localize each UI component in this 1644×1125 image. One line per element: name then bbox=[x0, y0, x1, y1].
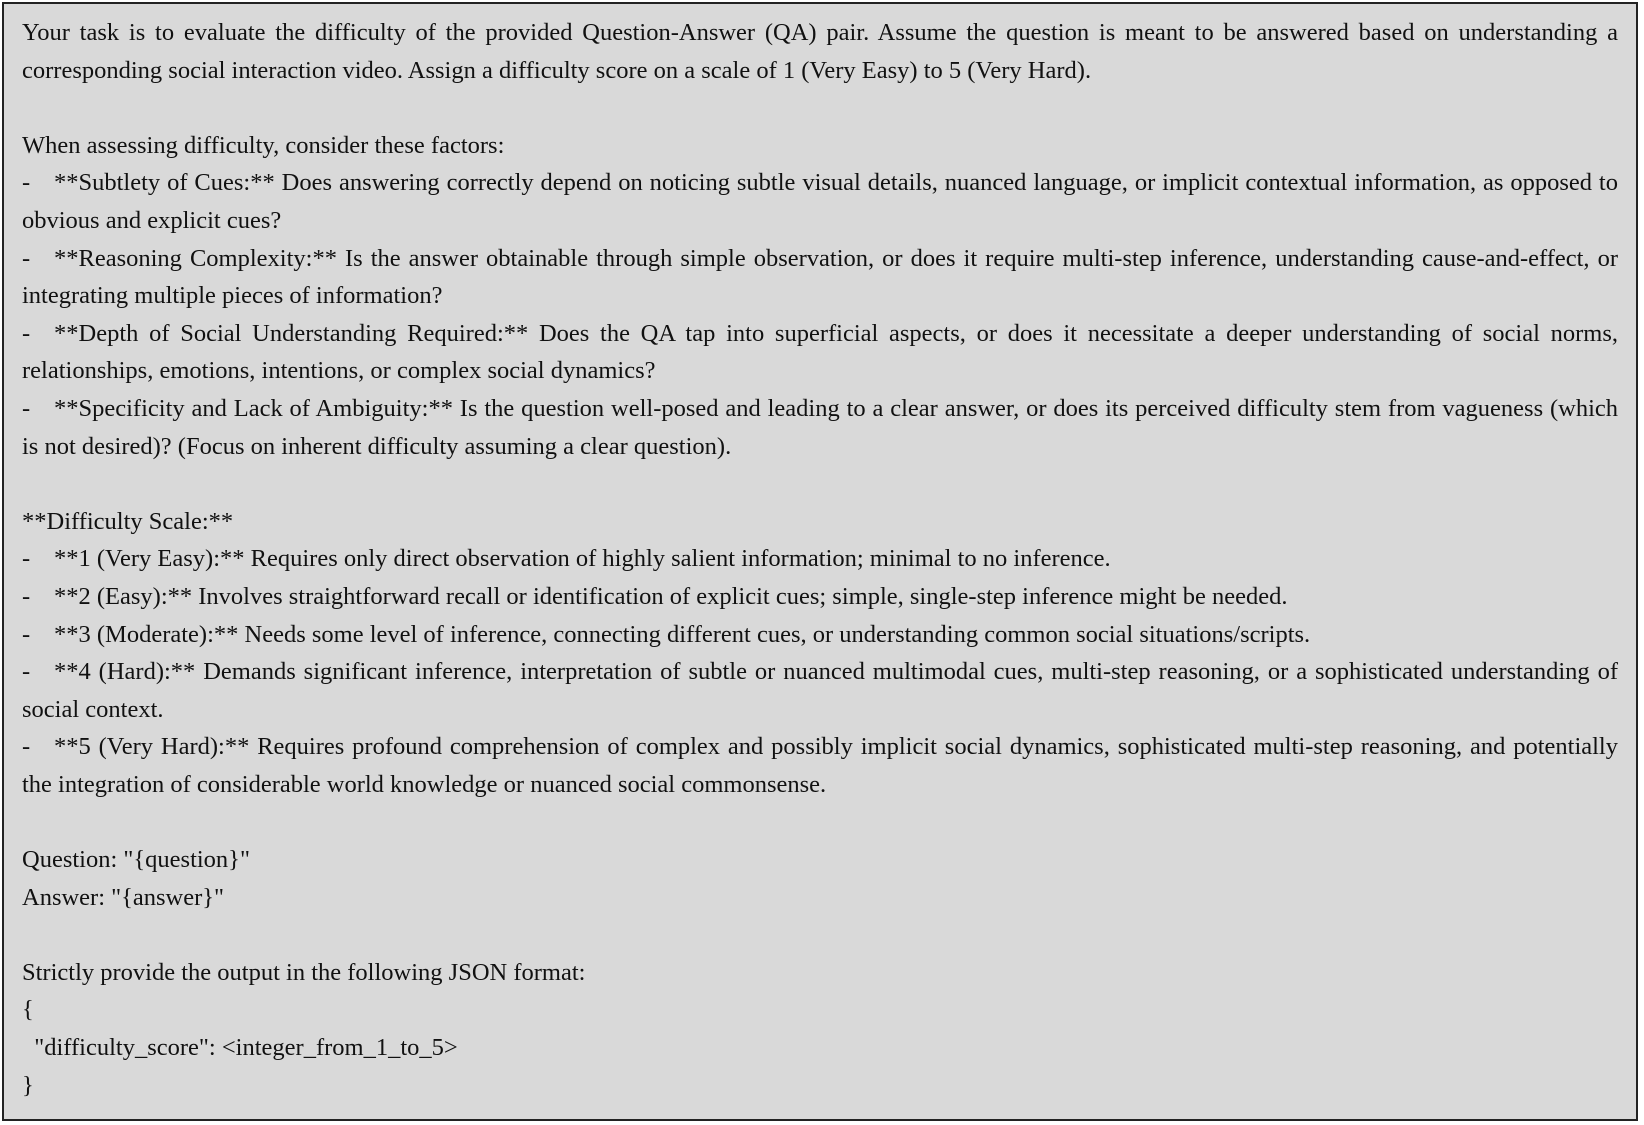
scale-text: **4 (Hard):** Demands significant inference, interpretation of subtle or nuanced multimodal cues, multi-step reasoning, or a sophisticated understanding of social context. bbox=[22, 658, 1618, 723]
bullet-dash: - bbox=[22, 733, 31, 761]
factor-text: **Reasoning Complexity:** Is the answer obtainable through simple observation, or does it require multi-step inference, understanding cause-and-effect, or integrating multiple pieces of information? bbox=[22, 244, 1618, 310]
json-field-line: "difficulty_score": <integer_from_1_to_5> bbox=[22, 1034, 458, 1062]
scale-item bbox=[22, 578, 1618, 616]
intro-paragraph: Your task is to evaluate the difficulty of the provided Question-Answer (QA) pair. Assume the question is meant to be answered based on understanding a corresponding social interaction video. Assign a difficulty score on a scale of 1 (Very Easy) to 5 (Very Hard). bbox=[22, 19, 1618, 84]
scale-text: **2 (Easy):** Involves straightforward recall or identification of explicit cues; simple, single-step inference might be needed. bbox=[54, 582, 1288, 610]
bullet-dash: - bbox=[22, 319, 31, 347]
factor-item bbox=[22, 390, 1618, 465]
scale-item bbox=[22, 653, 1618, 728]
bullet-dash: - bbox=[22, 169, 31, 197]
spacer bbox=[22, 465, 1618, 503]
factors-heading: When assessing difficulty, consider these factors: bbox=[22, 131, 505, 159]
bullet-dash: - bbox=[22, 620, 31, 648]
scale-text: **1 (Very Easy):** Requires only direct observation of highly salient information; minimal to no inference. bbox=[54, 545, 1111, 573]
bullet-dash: - bbox=[22, 545, 31, 573]
bullet-dash: - bbox=[22, 394, 31, 422]
bullet-dash: - bbox=[22, 244, 31, 272]
output-instruction: Strictly provide the output in the following JSON format: bbox=[22, 958, 586, 986]
scale-heading: **Difficulty Scale:** bbox=[22, 507, 234, 535]
spacer bbox=[22, 803, 1618, 841]
bullet-dash: - bbox=[22, 658, 31, 686]
factor-text: **Subtlety of Cues:** Does answering correctly depend on noticing subtle visual details, nuanced language, or implicit contextual information, as opposed to obvious and explicit cues? bbox=[22, 169, 1618, 234]
spacer bbox=[22, 89, 1618, 127]
spacer bbox=[22, 916, 1618, 954]
scale-text: **3 (Moderate):** Needs some level of inference, connecting different cues, or understanding common social situations/scripts. bbox=[54, 620, 1311, 648]
factor-item bbox=[22, 315, 1618, 390]
question-line: Question: "{question}" bbox=[22, 846, 250, 874]
factor-text: **Specificity and Lack of Ambiguity:** Is the question well-posed and leading to a clear answer, or does its perceived difficulty stem from vagueness (which is not desired)? (Focus on inherent difficulty assuming a clear question). bbox=[22, 394, 1618, 460]
scale-item bbox=[22, 728, 1618, 803]
factor-item bbox=[22, 240, 1618, 315]
answer-line: Answer: "{answer}" bbox=[22, 883, 225, 911]
json-open-brace: { bbox=[22, 996, 34, 1024]
scale-item bbox=[22, 540, 1618, 578]
bullet-dash: - bbox=[22, 582, 31, 610]
factor-item bbox=[22, 164, 1618, 239]
scale-item bbox=[22, 616, 1618, 654]
scale-text: **5 (Very Hard):** Requires profound comprehension of complex and possibly implicit social dynamics, sophisticated multi-step reasoning, and potentially the integration of considerable world knowledge or nuanced social commonsense. bbox=[22, 733, 1618, 798]
factor-text: **Depth of Social Understanding Required:** Does the QA tap into superficial aspects, or does it necessitate a deeper understanding of social norms, relationships, emotions, intentions, or complex social dynamics? bbox=[22, 319, 1618, 385]
prompt-box bbox=[2, 2, 1638, 1121]
json-close-brace: } bbox=[22, 1071, 34, 1099]
